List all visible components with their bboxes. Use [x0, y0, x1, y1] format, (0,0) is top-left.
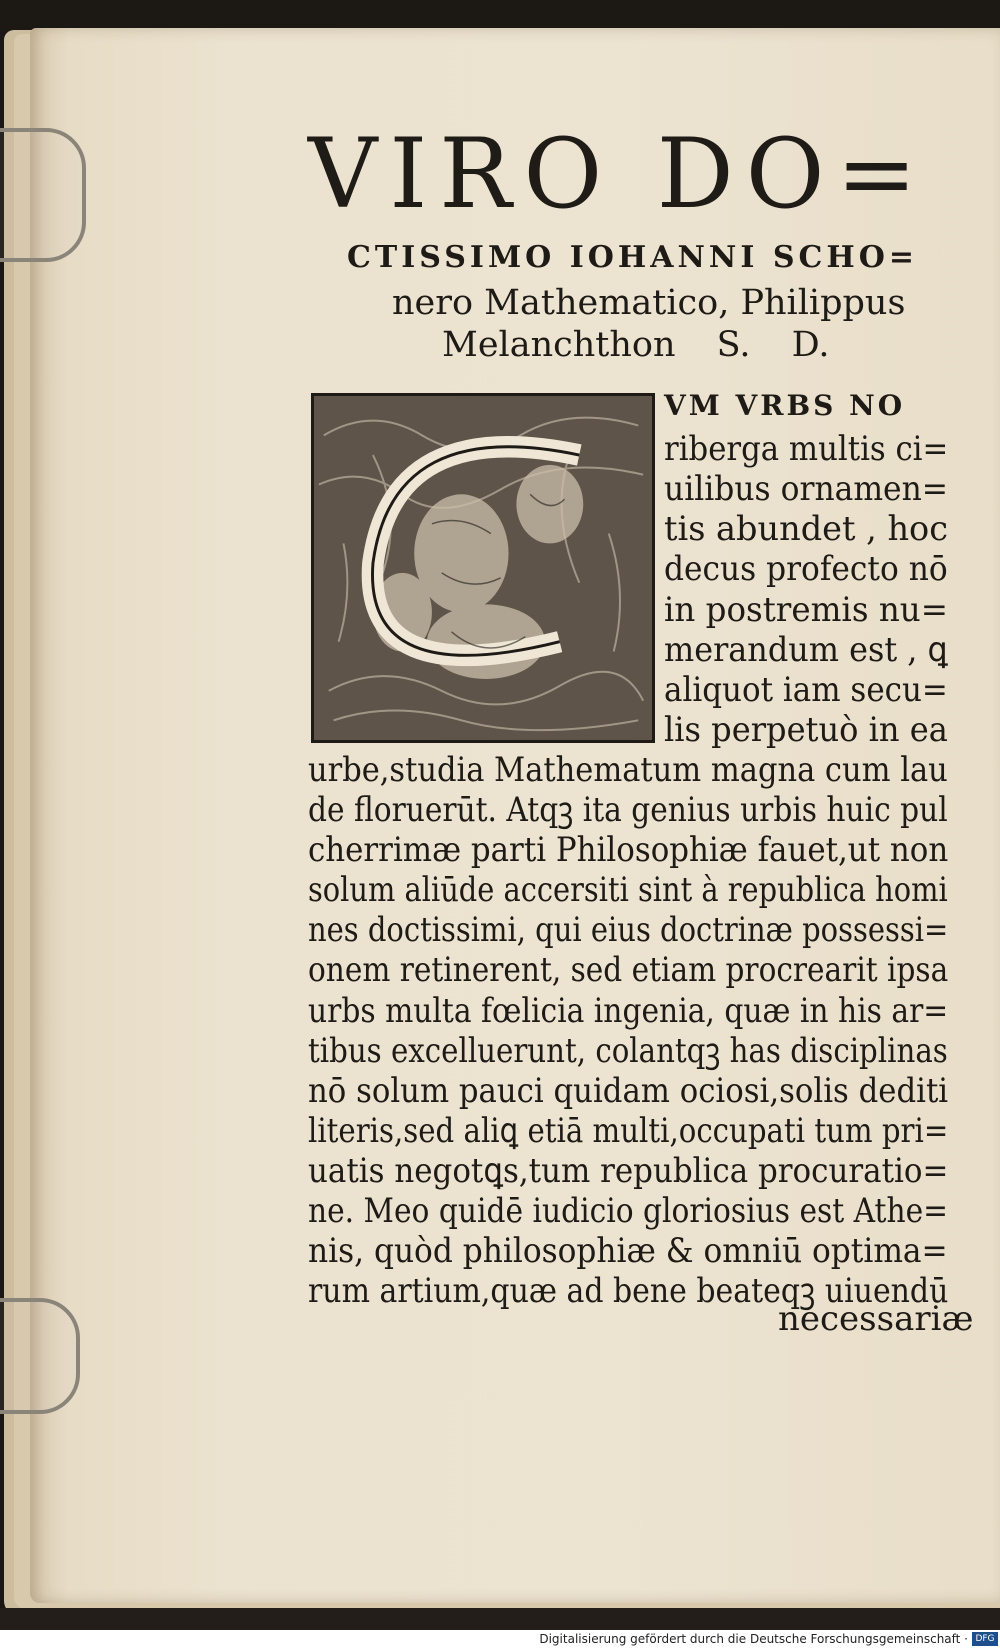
body-text-line: solum aliūde accersiti sint à republica homi [308, 870, 948, 911]
body-text-line: nis, quòd philosophiæ & omniū optima= [308, 1231, 948, 1272]
body-text-line: decus profecto nō [664, 549, 948, 590]
body-text-line: riberga multis ci= [664, 429, 949, 470]
heading-line-4: Melanchthon S. D. [442, 325, 830, 365]
body-text-line: ne. Meo quidē iudicio gloriosius est Athe= [308, 1191, 949, 1231]
body-text-line: aliquot iam secu= [664, 669, 948, 710]
body-text-line: nō solum pauci quidam ociosi,solis dediti [308, 1070, 949, 1111]
body-text-line: in postremis nu= [664, 589, 948, 630]
page-clip-top [0, 128, 86, 262]
heading-line-1: VIRO DO= [308, 118, 929, 230]
dfg-logo-badge: DFG [972, 1632, 998, 1646]
woodcut-initial-image [314, 396, 652, 740]
body-text-line: de floruerūt. Atqꝫ ita genius urbis huic pul [308, 790, 948, 830]
page-clip-bottom [0, 1298, 80, 1414]
body-text-line: urbs multa fœlicia ingenia, quæ in his ar= [308, 990, 949, 1031]
body-text-line: lis perpetuò in ea [664, 709, 948, 750]
body-text-line: uatis negotꝗs,tum republica procuratio= [308, 1150, 949, 1191]
catchword: necessariæ [778, 1299, 974, 1339]
body-text-line: rum artium,quæ ad bene beateqꝫ uiuendū [308, 1271, 949, 1312]
body-text-line: merandum est , ꝗ [664, 629, 948, 670]
heading-line-3: nero Mathematico, Philippus [392, 283, 906, 323]
footer-credit: Digitalisierung gefördert durch die Deutsche Forschungsgemeinschaft · [539, 1632, 968, 1646]
body-text-line: onem retinerent, sed etiam procrearit ipsa [308, 950, 949, 991]
heading-line-2: CTISSIMO IOHANNI SCHO= [347, 240, 918, 275]
body-text-line: tis abundet , hoc [664, 509, 949, 550]
footer-bar [0, 1630, 1000, 1650]
body-text-line: nes doctissimi, qui eius doctrinæ possessi= [308, 910, 949, 951]
body-text-line: tibus excelluerunt, colantqꝫ has disciplinas [308, 1030, 948, 1071]
body-text-line: literis,sed aliꝗ etiā multi,occupati tum pri= [308, 1110, 949, 1151]
woodcut-initial-letter [311, 393, 655, 743]
body-text-line: uilibus ornamen= [664, 469, 949, 510]
body-text-line: VM VRBS NO [664, 389, 906, 422]
body-text-line: cherrimæ parti Philosophiæ fauet,ut non [308, 830, 949, 871]
body-text-line: urbe,studia Mathematum magna cum lau [308, 749, 948, 790]
